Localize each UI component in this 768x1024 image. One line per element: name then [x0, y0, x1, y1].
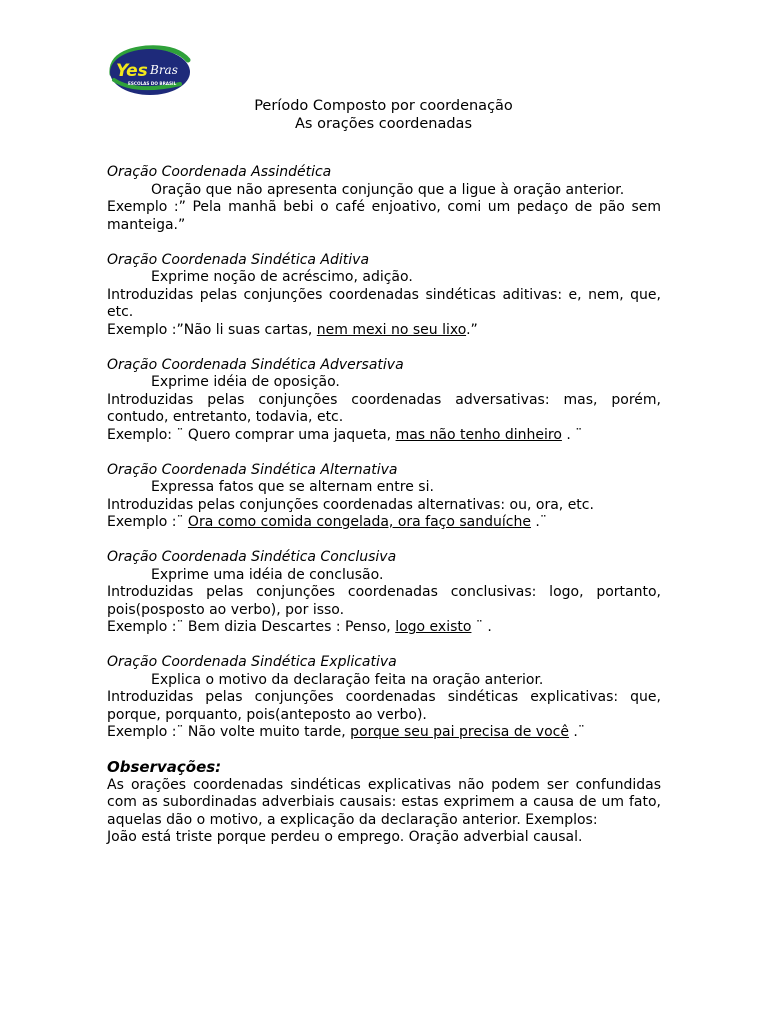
example-underlined: nem mexi no seu lixo	[316, 321, 467, 338]
section-example	[107, 427, 661, 445]
example-underlined: porque seu pai precisa de você	[350, 724, 569, 740]
example-suffix: . ¨	[561, 426, 583, 443]
observacoes-example: João está triste porque perdeu o emprego. Oração adverbial causal.	[107, 829, 583, 845]
observacoes-title: Observações:	[107, 758, 222, 776]
section-example	[107, 322, 661, 340]
section-intro: Introduzidas pelas conjunções coordenadas sindéticas explicativas: que, porque, porquanto, pois(anteposto ao verbo).	[107, 689, 661, 723]
section-example: Exemplo :” Pela manhã bebi o café enjoativo, comi um pedaço de pão sem manteiga.”	[107, 199, 661, 233]
example-prefix: Exemplo: ¨ Quero comprar uma jaqueta,	[107, 426, 396, 443]
example-suffix: .¨	[530, 514, 547, 530]
section-explicativa	[107, 654, 661, 742]
example-prefix: Exemplo :”Não li suas cartas,	[107, 321, 317, 338]
yesbras-logo	[106, 44, 194, 98]
example-underlined: Ora como comida congelada, ora faço sanduíche	[187, 514, 531, 530]
title-line-1: Período Composto por coordenação	[254, 98, 513, 114]
section-example	[107, 724, 661, 742]
section-definition: Expressa fatos que se alternam entre si.	[151, 479, 434, 495]
section-intro: Introduzidas pelas conjunções coordenadas adversativas: mas, porém, contudo, entretanto, todavia, etc.	[107, 391, 661, 425]
section-definition: Exprime uma idéia de conclusão.	[151, 566, 384, 583]
example-prefix: Exemplo :¨	[107, 514, 188, 530]
section-intro: Introduzidas pelas conjunções coordenadas alternativas: ou, ora, etc.	[107, 496, 594, 513]
example-prefix: Exemplo :¨ Não volte muito tarde,	[107, 724, 351, 740]
example-prefix: Exemplo :¨ Bem dizia Descartes : Penso,	[107, 619, 396, 635]
example-suffix: .”	[466, 321, 478, 338]
section-title: Oração Coordenada Sindética Adversativa	[107, 356, 404, 373]
section-example	[107, 619, 661, 637]
logo-brand-yes: Yes	[116, 61, 148, 81]
section-definition: Exprime idéia de oposição.	[151, 374, 340, 390]
example-suffix: .¨	[568, 724, 585, 740]
section-definition: Exprime noção de acréscimo, adição.	[151, 269, 413, 285]
section-definition: Oração que não apresenta conjunção que a ligue à oração anterior.	[151, 181, 625, 198]
example-underlined: logo existo	[395, 619, 472, 635]
section-definition: Explica o motivo da declaração feita na oração anterior.	[151, 671, 544, 688]
title-line-2: As orações coordenadas	[295, 116, 472, 132]
section-adversativa	[107, 357, 661, 445]
section-intro: Introduzidas pelas conjunções coordenadas sindéticas aditivas: e, nem, que, etc.	[107, 286, 661, 320]
section-title: Oração Coordenada Sindética Alternativa	[107, 461, 398, 478]
section-title: Oração Coordenada Sindética Explicativa	[107, 654, 397, 670]
example-suffix: ¨ .	[471, 619, 492, 635]
logo-sub-text: ESCOLAS DO BRASIL	[128, 81, 177, 86]
section-example	[107, 514, 661, 532]
document-body	[107, 164, 661, 864]
section-aditiva	[107, 252, 661, 340]
section-title: Oração Coordenada Sindética Aditiva	[107, 251, 370, 268]
section-title: Oração Coordenada Sindética Conclusiva	[107, 549, 397, 565]
observacoes-paragraph: As orações coordenadas sindéticas explicativas não podem ser confundidas com as subordinadas adverbiais causais: estas exprimem a causa de um fato, aquelas dão o motivo, a explicação da declaração anterior. Exemplos:	[107, 776, 661, 828]
section-assindetica	[107, 164, 661, 234]
document-title	[106, 97, 661, 133]
section-conclusiva	[107, 549, 661, 637]
section-intro: Introduzidas pelas conjunções coordenadas conclusivas: logo, portanto, pois(posposto ao verbo), por isso.	[107, 584, 661, 618]
section-observacoes	[107, 759, 661, 847]
logo-brand-bras: Bras	[150, 63, 178, 77]
example-underlined: mas não tenho dinheiro	[395, 426, 562, 443]
section-title: Oração Coordenada Assindética	[107, 164, 332, 180]
section-alternativa	[107, 462, 661, 532]
